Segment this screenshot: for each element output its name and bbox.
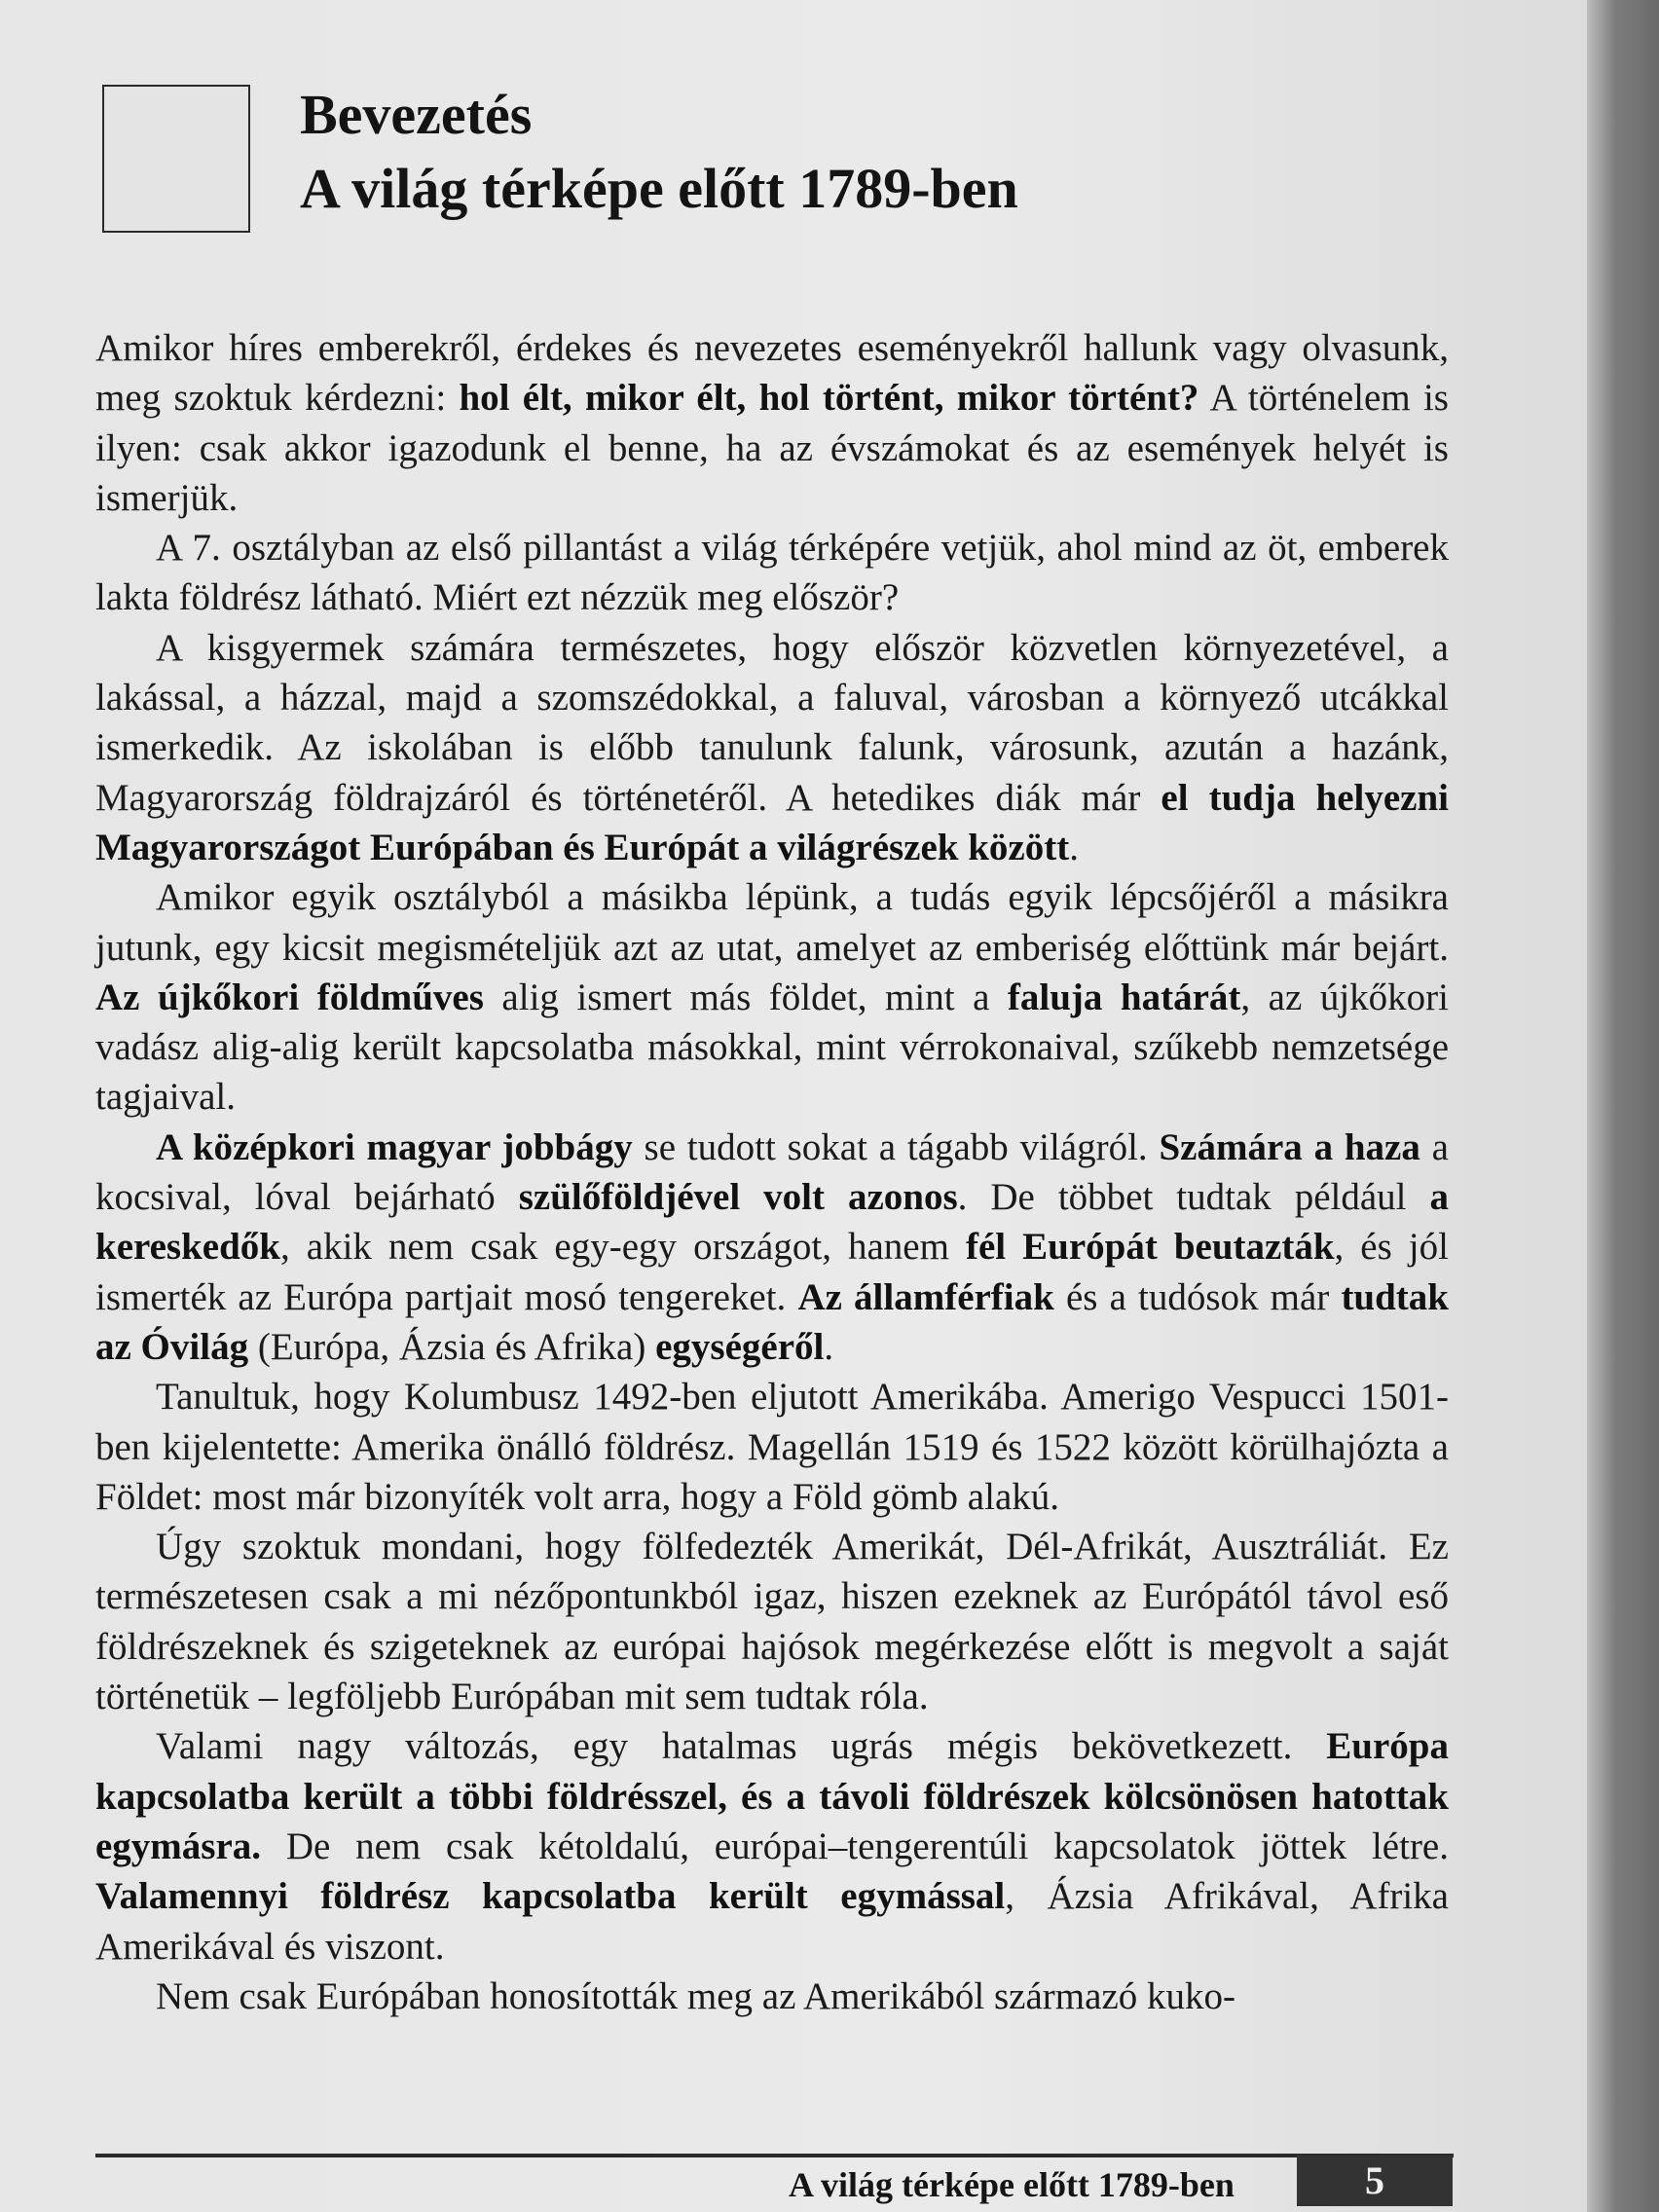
bold-run: tudtak az Óvilág [95,1275,1449,1368]
text-run: Nem csak Európában honosították meg az Amerikából származó kuko- [156,1974,1235,2017]
text-run: , az újkőkori vadász alig-alig került kapcsolatba másokkal, mint vérrokonaival, szűkebb nemzetsége tagjaival. [95,976,1449,1119]
paragraph [95,1972,1449,2021]
bold-run: Számára a haza [1159,1125,1420,1168]
chapter-label: Bevezetés [300,83,533,146]
page-number: 5 [1297,2156,1453,2206]
text-run: Amikor egyik osztályból a másikba lépünk, a tudás egyik lépcsőjéről a másikra jutunk, egy kicsit megismételjük azt az utat, amelyet az emberiség előttünk már bejárt. [95,876,1449,969]
text-run: . De többet tudtak például [957,1176,1430,1219]
text-run: . [1069,826,1079,868]
bold-run: a kereskedők [95,1176,1449,1269]
paragraph [95,1522,1449,1721]
bold-run: szülőföldjével volt azonos [518,1176,958,1219]
running-title: A világ térképe előtt 1789-ben [789,2165,1235,2204]
text-run: és a tudósok már [1053,1275,1342,1318]
bold-run: Az újkőkori földműves [95,976,484,1018]
text-run: De nem csak kétoldalú, európai–tengerentúli kapcsolatok jöttek létre. [261,1825,1449,1867]
text-run: Tanultuk, hogy Kolumbusz 1492-ben eljutott Amerikába. Amerigo Vespucci 1501-ben kijelentette: Amerika önálló földrész. Magellán 1519 és 1522 között körülhajózta a Földet: most már bizonyíték volt arra, hogy a Föld gömb alakú. [95,1376,1449,1518]
chapter-title: A világ térképe előtt 1789-ben [300,157,1018,220]
text-run: , és jól ismerték az Európa partjait mosó tengereket. [95,1226,1449,1318]
text-run: , akik nem csak egy-egy országot, hanem [279,1226,966,1269]
page-edge-shadow [1587,0,1659,2212]
paragraph [95,1123,1449,1372]
paragraph [95,523,1449,623]
text-run: (Európa, Ázsia és Afrika) [248,1325,656,1368]
text-run: , Ázsia Afrikával, Afrika Amerikával és viszont. [95,1875,1449,1968]
text-run: se tudott sokat a tágabb világról. [632,1125,1160,1168]
text-run: a kocsival, lóval bejárható [95,1125,1449,1219]
bold-run: hol élt, mikor élt, hol történt, mikor történt? [459,377,1199,420]
chapter-image-frame [102,85,250,233]
bold-run: el tudja helyezni Magyarországot Európában és Európát a világrészek között [95,776,1449,868]
text-run: A kisgyermek számára természetes, hogy először közvetlen környezetével, a lakással, a házzal, majd a szomszédokkal, a faluval, városban a környező utcákkal ismerkedik. Az iskolában is előbb tanulunk falunk, városunk, azután a hazánk, Magyarország földrajzáról és történetéről. A hetedikes diák már [95,626,1449,819]
paragraph [95,1721,1449,1971]
bold-run: Valamennyi földrész kapcsolatba került egymással [95,1875,1006,1918]
footer-rule [95,2154,1454,2157]
text-run: Valami nagy változás, egy hatalmas ugrás mégis bekövetkezett. [156,1725,1327,1768]
bold-run: A középkori magyar jobbágy [156,1125,633,1168]
text-run: A 7. osztályban az első pillantást a világ térképére vetjük, ahol mind az öt, emberek lakta földrész látható. Miért ezt nézzük meg először? [95,527,1449,619]
paragraph [95,323,1449,523]
paragraph [95,1372,1449,1522]
text-run: A történelem is ilyen: csak akkor igazodunk el benne, ha az évszámokat és az események helyét is ismerjük. [95,377,1449,519]
bold-run: fél Európát beutazták [965,1226,1335,1269]
text-run: Amikor híres emberekről, érdekes és nevezetes eseményekről hallunk vagy olvasunk, meg szoktuk kérdezni: [95,327,1449,420]
bold-run: egységéről [655,1325,825,1368]
paragraph [95,872,1449,1122]
body-text [95,323,1449,2021]
text-run: alig ismert más földet, mint a [483,976,1008,1018]
bold-run: Az államférfiak [797,1275,1054,1318]
bold-run: Európa kapcsolatba került a többi földrésszel, és a távoli földrészek kölcsönösen hatottak egymásra. [95,1725,1449,1867]
chapter-heading [300,78,1018,226]
bold-run: faluja határát [1007,976,1241,1018]
paragraph [95,623,1449,872]
text-run: . [824,1325,834,1368]
text-run: Úgy szoktuk mondani, hogy fölfedezték Amerikát, Dél-Afrikát, Ausztráliát. Ez természetesen csak a mi nézőpontunkból igaz, hiszen ezeknek az Európától távol eső földrészeknek és szigeteknek az európai hajósok megérkezése előtt is megvolt a saját történetük – legföljebb Európában mit sem tudtak róla. [95,1526,1449,1718]
